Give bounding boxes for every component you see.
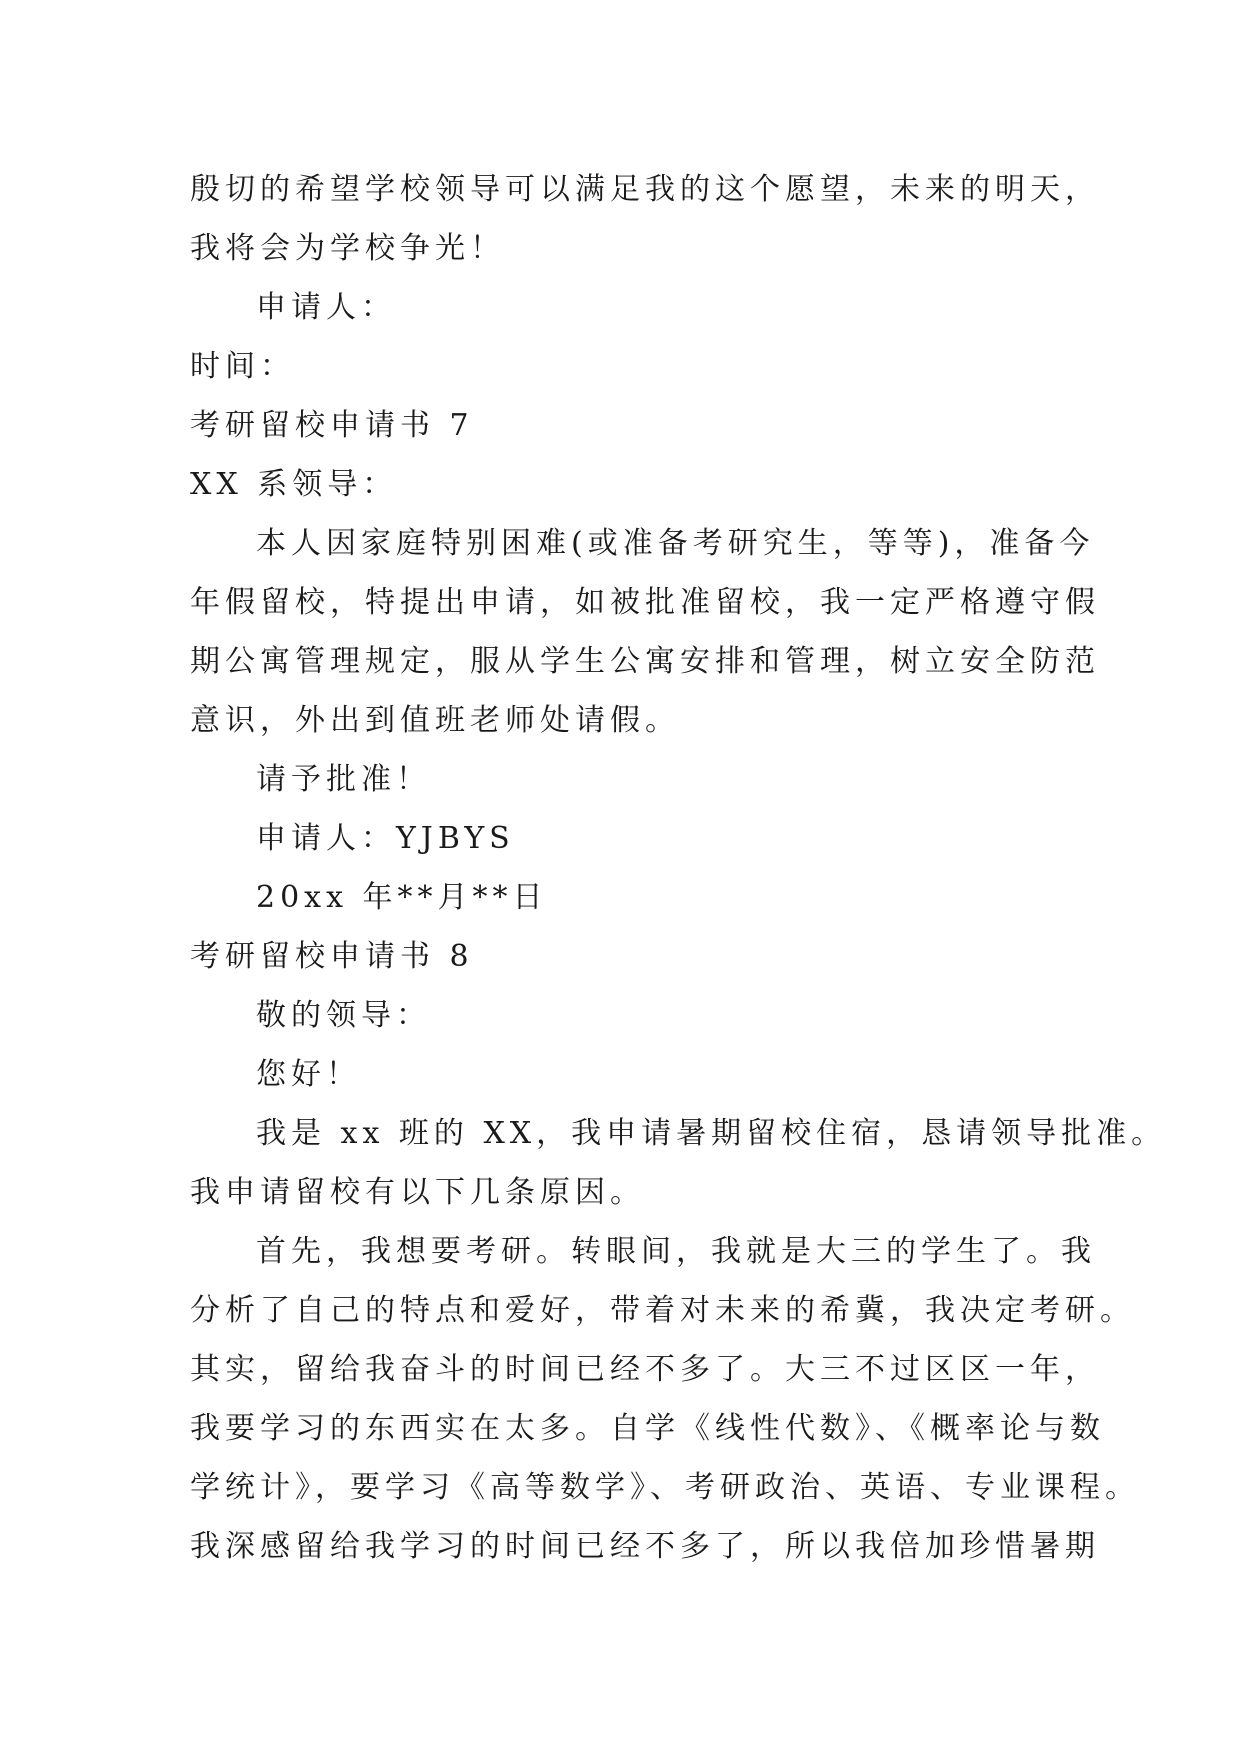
signature-label: 申请人：YJBYS [256,821,515,856]
closing-text: 请予批准！ [256,762,431,797]
text-line: 我申请留校有以下几条原因。 [190,1175,645,1210]
text-line: 我要学习的东西实在太多。自学《线性代数》、《概率论与数 [190,1411,1105,1446]
text-line: 其实，留给我奋斗的时间已经不多了。大三不过区区一年， [190,1352,1100,1387]
text-line: 年假留校，特提出申请，如被批准留校，我一定严格遵守假 [190,585,1100,620]
text-line: 分析了自己的特点和爱好，带着对未来的希冀，我决定考研。 [190,1293,1135,1328]
text-line: 意识，外出到值班老师处请假。 [190,703,680,738]
text-line: 我是 xx 班的 XX，我申请暑期留校住宿，恳请领导批准。 [256,1116,1167,1151]
greeting: 您好！ [256,1057,361,1092]
salutation: 敬的领导： [256,998,431,1033]
text-line: 学统计》，要学习《高等数学》、考研政治、英语、专业课程。 [190,1470,1140,1505]
section-heading: 考研留校申请书 7 [190,408,474,443]
text-line: 首先，我想要考研。转眼间，我就是大三的学生了。我 [256,1234,1096,1269]
date-text: 20xx 年**月**日 [256,880,548,915]
text-line: 我深感留给我学习的时间已经不多了，所以我倍加珍惜暑期 [190,1529,1100,1564]
salutation: XX 系领导： [190,467,398,502]
text-line: 本人因家庭特别困难(或准备考研究生，等等)，准备今 [256,526,1095,561]
date-label: 时间： [190,349,295,384]
text-line: 殷切的希望学校领导可以满足我的这个愿望，未来的明天， [190,172,1100,207]
document-page [190,160,1167,1576]
text-line: 我将会为学校争光！ [190,231,505,266]
signature-label: 申请人： [256,290,396,325]
text-line: 期公寓管理规定，服从学生公寓安排和管理，树立安全防范 [190,644,1100,679]
section-heading: 考研留校申请书 8 [190,939,474,974]
